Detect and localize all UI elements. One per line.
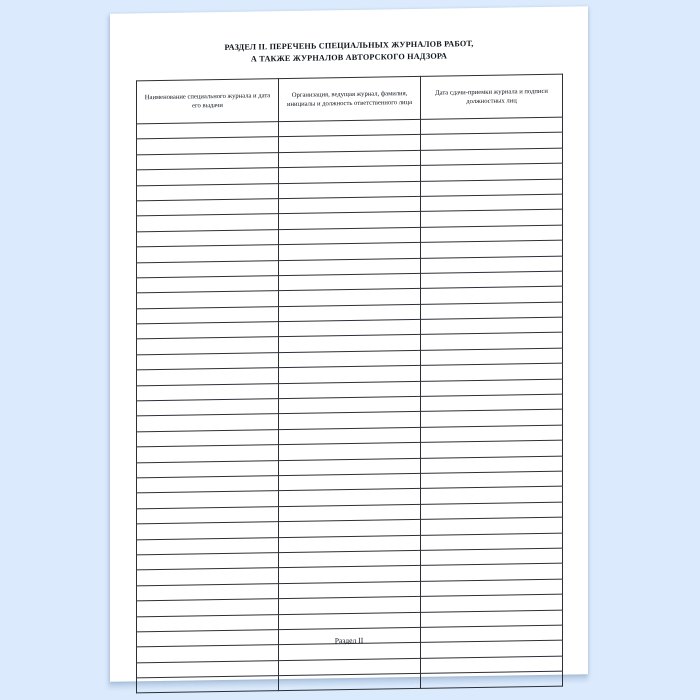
column-header-journal-name: Наименование специального журнала и дата его выдачи [137,79,279,124]
document-page [110,6,588,682]
column-header-responsible-organization: Организация, ведущая журнал, фамилия, инициалы и должность ответственного лица [279,76,421,121]
page-footer: Раздел II [334,635,364,646]
column-header-handover-date: Дата сдачи-приемки журнала и подписи должностных лиц [421,74,563,119]
table-header-row [137,74,563,124]
table-cell [421,671,563,689]
page-title-line-1: РАЗДЕЛ II. ПЕРЕЧЕНЬ СПЕЦИАЛЬНЫХ ЖУРНАЛОВ РАБОТ, [224,39,474,52]
page-content [110,6,588,682]
table-cell [137,676,279,694]
table-header [137,74,563,124]
page-title [134,37,564,67]
table-cell [279,673,421,691]
journal-table [136,74,563,694]
table-body [137,117,563,693]
page-title-line-2: А ТАКЖЕ ЖУРНАЛОВ АВТОРСКОГО НАДЗОРА [250,50,448,64]
